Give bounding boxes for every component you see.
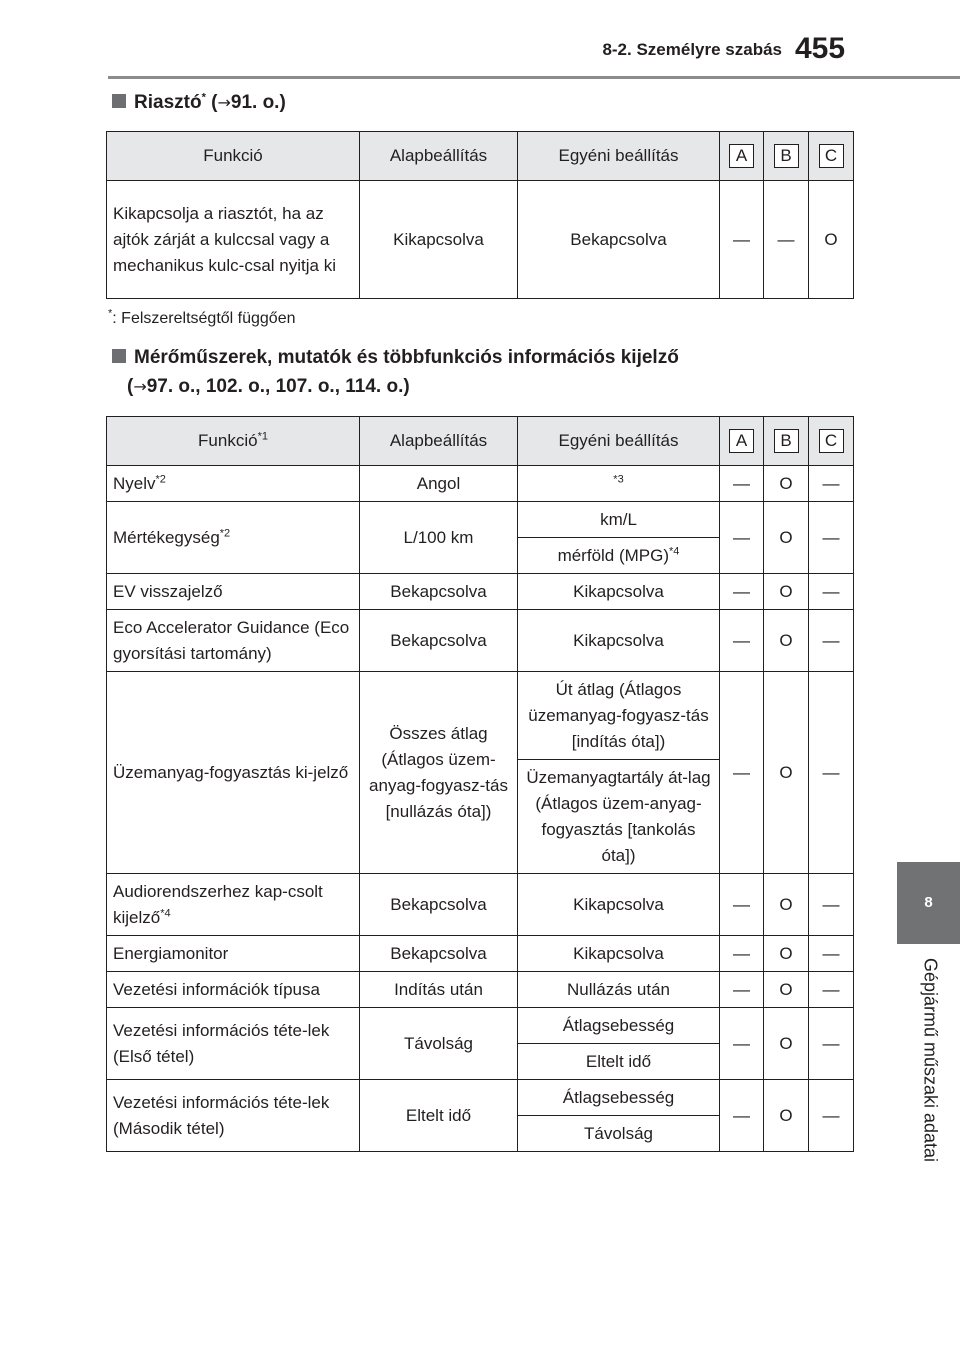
alarm-settings-table bbox=[106, 131, 854, 299]
cell-b: — bbox=[764, 181, 809, 299]
table-row bbox=[107, 610, 854, 672]
cell-egyeni: Kikapcsolva bbox=[518, 574, 720, 610]
cell-c: — bbox=[809, 574, 854, 610]
cell-funkcio: Üzemanyag-fogyasztás ki-jelző bbox=[107, 672, 360, 874]
cell-alap: L/100 km bbox=[360, 502, 518, 574]
cell-b: O bbox=[764, 466, 809, 502]
cell-b: O bbox=[764, 610, 809, 672]
header-section-title: 8-2. Személyre szabás bbox=[602, 40, 782, 59]
bullet-square-icon bbox=[112, 94, 126, 108]
cell-egyeni-alt: Távolság bbox=[518, 1116, 720, 1152]
cell-c: — bbox=[809, 1080, 854, 1152]
col-header-funkcio: Funkció$^{*1}$ bbox=[107, 417, 360, 466]
cell-funkcio: Vezetési információs téte-lek (Második tétel) bbox=[107, 1080, 360, 1152]
cell-egyeni: Nullázás után bbox=[518, 972, 720, 1008]
cell-a: — bbox=[720, 874, 764, 936]
cell-b: O bbox=[764, 874, 809, 936]
table-header-row bbox=[107, 132, 854, 181]
cell-b: O bbox=[764, 502, 809, 574]
cell-funkcio: Mértékegység$^{*2}$ bbox=[107, 502, 360, 574]
cell-a: — bbox=[720, 181, 764, 299]
table-row bbox=[107, 502, 854, 538]
cell-egyeni: Út átlag (Átlagos üzemanyag-fogyasz-tás [indítás óta]) bbox=[518, 672, 720, 760]
cell-a: — bbox=[720, 610, 764, 672]
cell-egyeni: km/L bbox=[518, 502, 720, 538]
cell-a: — bbox=[720, 936, 764, 972]
col-header-funkcio: Funkció bbox=[107, 132, 360, 181]
col-header-a: A bbox=[720, 132, 764, 181]
cell-c: — bbox=[809, 936, 854, 972]
page-reference-link[interactable]: 91. o.) bbox=[230, 92, 286, 113]
col-header-c: C bbox=[809, 132, 854, 181]
col-header-egyeni: Egyéni beállítás bbox=[518, 132, 720, 181]
col-header-a: A bbox=[720, 417, 764, 466]
cell-a: — bbox=[720, 502, 764, 574]
chapter-tab[interactable]: 8 bbox=[897, 862, 960, 944]
cell-alap: Bekapcsolva bbox=[360, 574, 518, 610]
cell-egyeni: *3 bbox=[518, 466, 720, 502]
page-reference-link[interactable]: 97. o., 102. o., 107. o., 114. o.) bbox=[146, 376, 410, 397]
cell-c: — bbox=[809, 672, 854, 874]
cell-c: — bbox=[809, 610, 854, 672]
cell-alap: Összes átlag (Átlagos üzem-anyag-fogyasz-tás [nullázás óta]) bbox=[360, 672, 518, 874]
cell-c: — bbox=[809, 1008, 854, 1080]
cell-funkcio: Kikapcsolja a riasztót, ha az ajtók zárját a kulccsal vagy a mechanikus kulc-csal nyitja ki bbox=[107, 181, 360, 299]
cell-funkcio: Nyelv$^{*2}$ bbox=[107, 466, 360, 502]
table-header-row bbox=[107, 417, 854, 466]
col-header-alap: Alapbeállítás bbox=[360, 132, 518, 181]
cell-alap: Bekapcsolva bbox=[360, 610, 518, 672]
cell-b: O bbox=[764, 1080, 809, 1152]
cell-b: O bbox=[764, 936, 809, 972]
cell-egyeni: Átlagsebesség bbox=[518, 1080, 720, 1116]
cell-funkcio: Vezetési információk típusa bbox=[107, 972, 360, 1008]
chapter-label: Gépjármű műszaki adatai bbox=[920, 957, 941, 1163]
cell-egyeni-alt: Üzemanyagtartály át-lag (Átlagos üzem-anyag-fogyasztás [tankolás óta]) bbox=[518, 760, 720, 874]
table-row bbox=[107, 874, 854, 936]
col-header-c: C bbox=[809, 417, 854, 466]
cell-egyeni: Kikapcsolva bbox=[518, 874, 720, 936]
cell-funkcio: Vezetési információs téte-lek (Első tétel) bbox=[107, 1008, 360, 1080]
page-number: 455 bbox=[795, 32, 846, 65]
cell-a: — bbox=[720, 574, 764, 610]
cell-egyeni: Bekapcsolva bbox=[518, 181, 720, 299]
table-row bbox=[107, 936, 854, 972]
cell-funkcio: Eco Accelerator Guidance (Eco gyorsítási tartomány) bbox=[107, 610, 360, 672]
cell-a: — bbox=[720, 1080, 764, 1152]
table-row bbox=[107, 972, 854, 1008]
gauges-settings-table bbox=[106, 416, 854, 1152]
cell-egyeni-alt: mérföld (MPG)$^{*4}$ bbox=[518, 538, 720, 574]
cell-c: O bbox=[809, 181, 854, 299]
cell-egyeni-alt: Eltelt idő bbox=[518, 1044, 720, 1080]
cell-alap: Bekapcsolva bbox=[360, 874, 518, 936]
table-row bbox=[107, 1008, 854, 1044]
cell-egyeni: Kikapcsolva bbox=[518, 936, 720, 972]
cell-funkcio: Audiorendszerhez kap-csolt kijelző$^{*4}$ bbox=[107, 874, 360, 936]
cell-a: — bbox=[720, 672, 764, 874]
cell-a: — bbox=[720, 972, 764, 1008]
bullet-square-icon bbox=[112, 349, 126, 363]
footnote: *: Felszereltségtől függően bbox=[108, 307, 296, 327]
arrow-icon: → bbox=[133, 377, 147, 396]
cell-funkcio: EV visszajelző bbox=[107, 574, 360, 610]
cell-alap: Kikapcsolva bbox=[360, 181, 518, 299]
cell-b: O bbox=[764, 1008, 809, 1080]
cell-c: — bbox=[809, 502, 854, 574]
col-header-egyeni: Egyéni beállítás bbox=[518, 417, 720, 466]
cell-egyeni: Átlagsebesség bbox=[518, 1008, 720, 1044]
cell-a: — bbox=[720, 466, 764, 502]
table-row bbox=[107, 466, 854, 502]
table-row bbox=[107, 672, 854, 760]
col-header-alap: Alapbeállítás bbox=[360, 417, 518, 466]
col-header-b: B bbox=[764, 417, 809, 466]
cell-b: O bbox=[764, 972, 809, 1008]
cell-egyeni: Kikapcsolva bbox=[518, 610, 720, 672]
cell-b: O bbox=[764, 672, 809, 874]
col-header-b: B bbox=[764, 132, 809, 181]
section-heading-gauges: Mérőműszerek, mutatók és többfunkciós információs kijelző bbox=[112, 343, 679, 372]
table-row bbox=[107, 181, 854, 299]
table-row bbox=[107, 574, 854, 610]
section-heading-alarm: Riasztó* (→91. o.) bbox=[112, 88, 286, 117]
cell-funkcio: Energiamonitor bbox=[107, 936, 360, 972]
cell-alap: Indítás után bbox=[360, 972, 518, 1008]
arrow-icon: → bbox=[217, 93, 231, 112]
header-divider bbox=[108, 76, 960, 79]
section-heading-gauges-ref: (→97. o., 102. o., 107. o., 114. o.) bbox=[127, 376, 410, 397]
cell-alap: Bekapcsolva bbox=[360, 936, 518, 972]
cell-b: O bbox=[764, 574, 809, 610]
cell-alap: Angol bbox=[360, 466, 518, 502]
cell-c: — bbox=[809, 874, 854, 936]
cell-alap: Távolság bbox=[360, 1008, 518, 1080]
cell-a: — bbox=[720, 1008, 764, 1080]
table-row bbox=[107, 1080, 854, 1116]
cell-alap: Eltelt idő bbox=[360, 1080, 518, 1152]
cell-c: — bbox=[809, 972, 854, 1008]
cell-c: — bbox=[809, 466, 854, 502]
